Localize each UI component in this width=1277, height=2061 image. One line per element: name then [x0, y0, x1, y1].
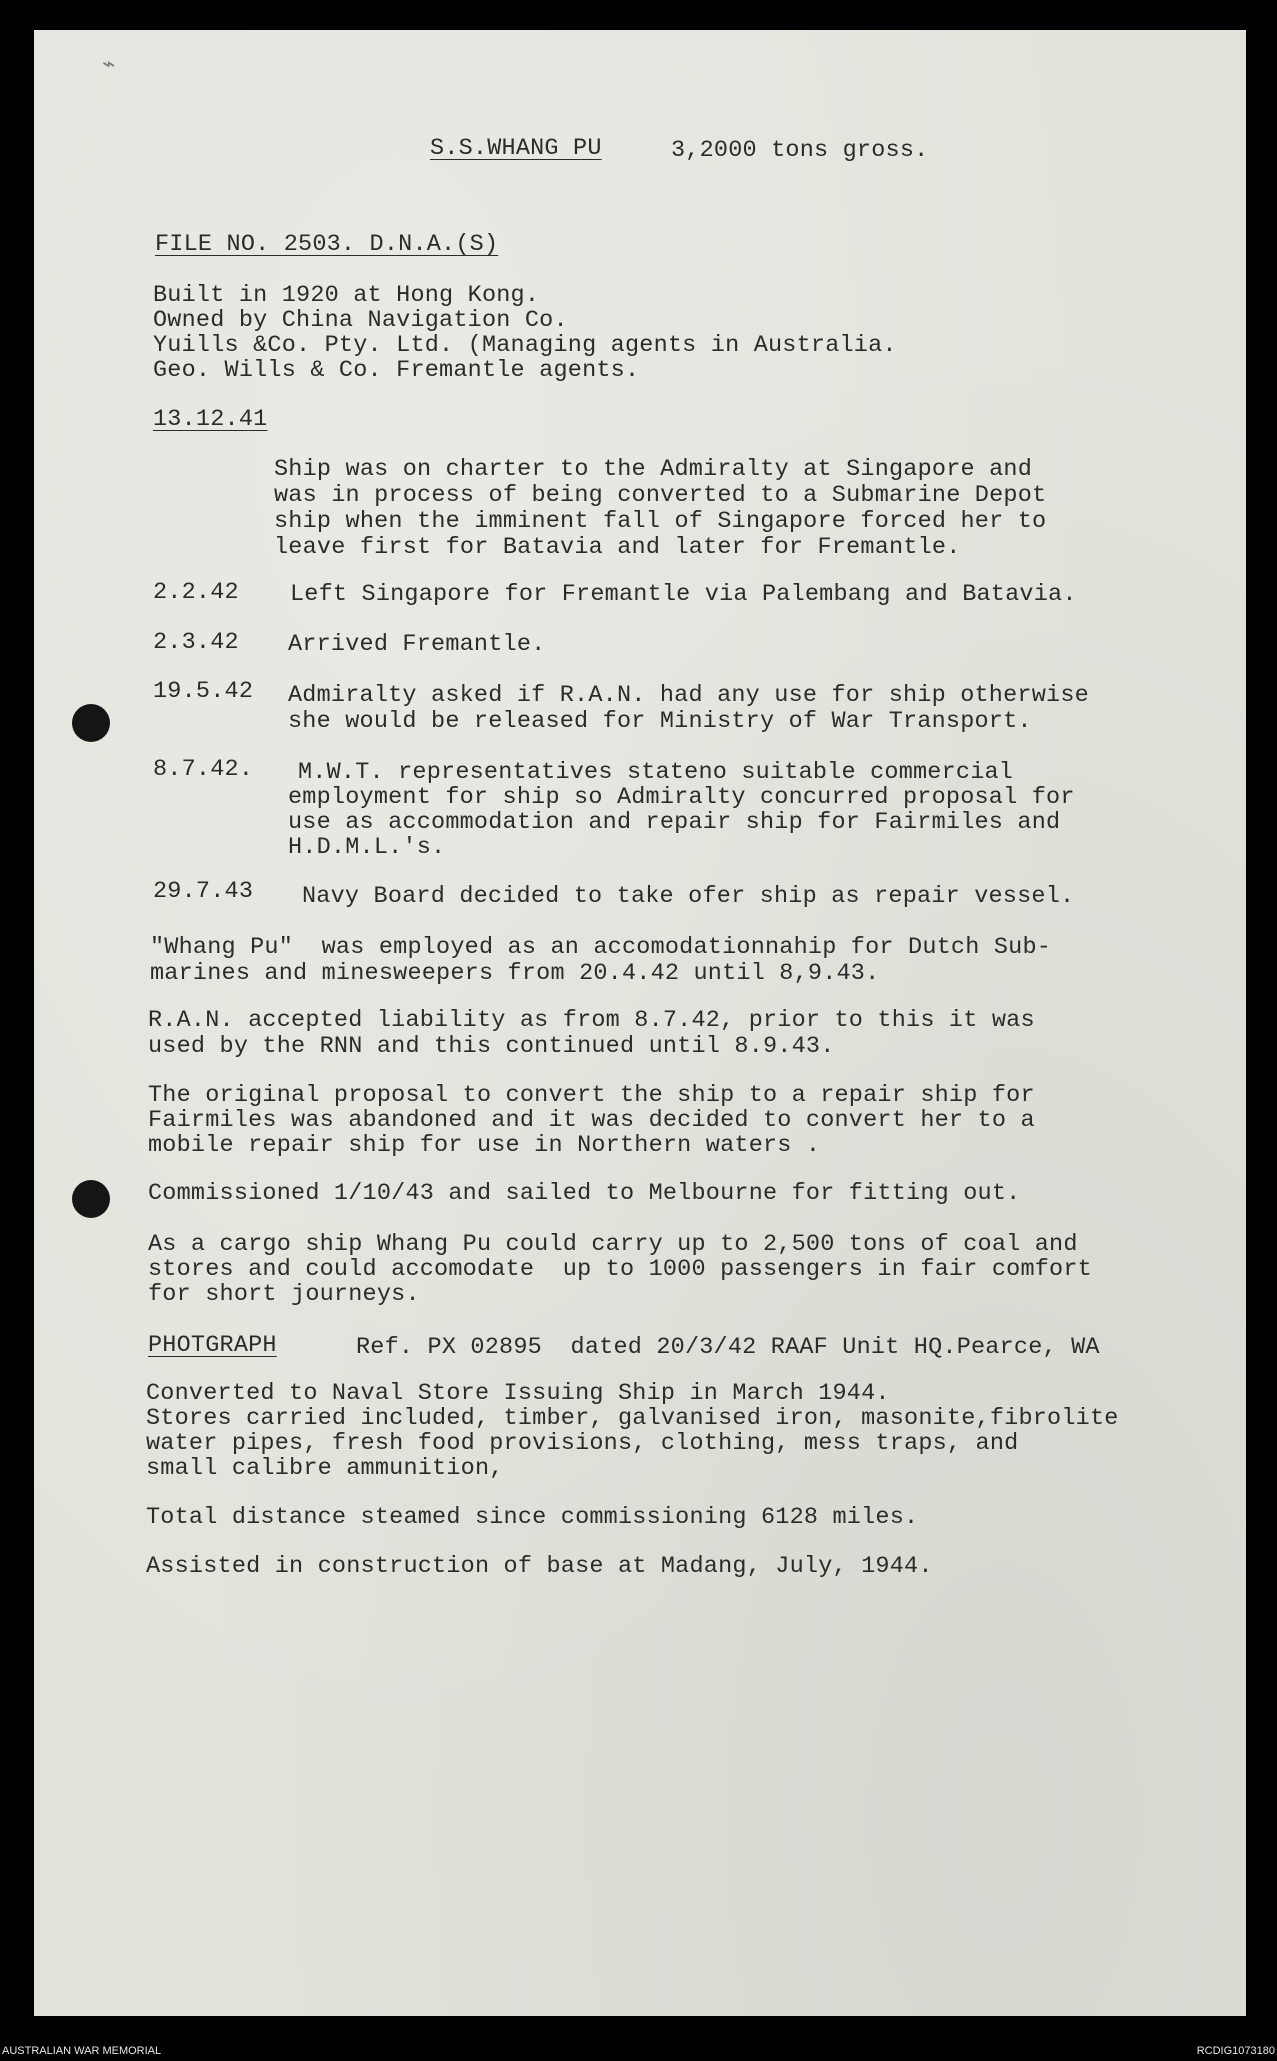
paragraph-line: "Whang Pu" was employed as an accomodationnahip for Dutch Sub- [150, 934, 1052, 961]
entry-line: employment for ship so Admiralty concurred proposal for [288, 784, 1075, 811]
entry-line: Admiralty asked if R.A.N. had any use for ship otherwise [288, 682, 1089, 709]
entry-date: 29.7.43 [153, 878, 254, 905]
footer-identifier: RCDIG1073180 [1196, 2045, 1275, 2057]
entry-date: 8.7.42. [153, 756, 254, 783]
first-entry-line: Ship was on charter to the Admiralty at Singapore and [274, 456, 1033, 483]
pencil-mark-icon: ⌁ [102, 53, 116, 78]
ship-name-heading: S.S.WHANG PU [430, 135, 602, 162]
punch-hole-icon [72, 1180, 110, 1218]
entry-line: use as accommodation and repair ship for Fairmiles and [288, 809, 1061, 836]
entry-line: Arrived Fremantle. [288, 631, 546, 658]
intro-line: Built in 1920 at Hong Kong. [153, 282, 540, 309]
first-entry-line: was in process of being converted to a Submarine Depot [274, 482, 1047, 509]
first-entry-line: leave first for Batavia and later for Fremantle. [274, 534, 961, 561]
closing-line: Stores carried included, timber, galvanised iron, masonite,fibrolite [146, 1405, 1119, 1432]
paragraph-line: for short journeys. [148, 1281, 420, 1308]
paragraph-line: mobile repair ship for use in Northern waters . [148, 1132, 821, 1159]
paragraph-line: Fairmiles was abandoned and it was decided to convert her to a [148, 1107, 1035, 1134]
paragraph-line: used by the RNN and this continued until 8.9.43. [148, 1033, 835, 1060]
intro-line: Owned by China Navigation Co. [153, 307, 568, 334]
entry-line: M.W.T. representatives stateno suitable commercial [298, 759, 1014, 786]
closing-line: Assisted in construction of base at Madang, July, 1944. [146, 1553, 933, 1580]
closing-line: Total distance steamed since commissioning 6128 miles. [146, 1504, 919, 1531]
entry-date: 2.2.42 [153, 579, 239, 606]
entry-line: Left Singapore for Fremantle via Palembang and Batavia. [290, 581, 1077, 608]
entry-line: she would be released for Ministry of War Transport. [288, 708, 1032, 735]
intro-line: Yuills &Co. Pty. Ltd. (Managing agents in Australia. [153, 332, 897, 359]
paragraph-line: stores and could accomodate up to 1000 passengers in fair comfort [148, 1256, 1092, 1283]
entry-date: 19.5.42 [153, 678, 254, 705]
first-entry-date: 13.12.41 [153, 406, 268, 433]
closing-line: water pipes, fresh food provisions, clothing, mess traps, and [146, 1430, 1019, 1457]
ship-tonnage: 3,2000 tons gross. [671, 137, 929, 164]
paragraph-line: As a cargo ship Whang Pu could carry up to 2,500 tons of coal and [148, 1231, 1078, 1258]
punch-hole-icon [72, 704, 110, 742]
paragraph-line: The original proposal to convert the ship to a repair ship for [148, 1082, 1035, 1109]
intro-line: Geo. Wills & Co. Fremantle agents. [153, 357, 640, 384]
entry-line: Navy Board decided to take ofer ship as repair vessel. [302, 883, 1075, 910]
entry-date: 2.3.42 [153, 629, 239, 656]
closing-line: small calibre ammunition, [146, 1455, 504, 1482]
photograph-label: PHOTGRAPH [148, 1332, 277, 1359]
file-reference: FILE NO. 2503. D.N.A.(S) [155, 231, 499, 258]
paragraph-line: R.A.N. accepted liability as from 8.7.42, prior to this it was [148, 1007, 1035, 1034]
closing-line: Converted to Naval Store Issuing Ship in March 1944. [146, 1380, 890, 1407]
photograph-reference: Ref. PX 02895 dated 20/3/42 RAAF Unit HQ.Pearce, WA [356, 1334, 1100, 1361]
first-entry-line: ship when the imminent fall of Singapore forced her to [274, 508, 1047, 535]
paragraph-line: Commissioned 1/10/43 and sailed to Melbourne for fitting out. [148, 1180, 1021, 1207]
paragraph-line: marines and minesweepers from 20.4.42 until 8,9.43. [150, 960, 880, 987]
footer-source: AUSTRALIAN WAR MEMORIAL [2, 2045, 162, 2057]
entry-line: H.D.M.L.'s. [288, 834, 446, 861]
